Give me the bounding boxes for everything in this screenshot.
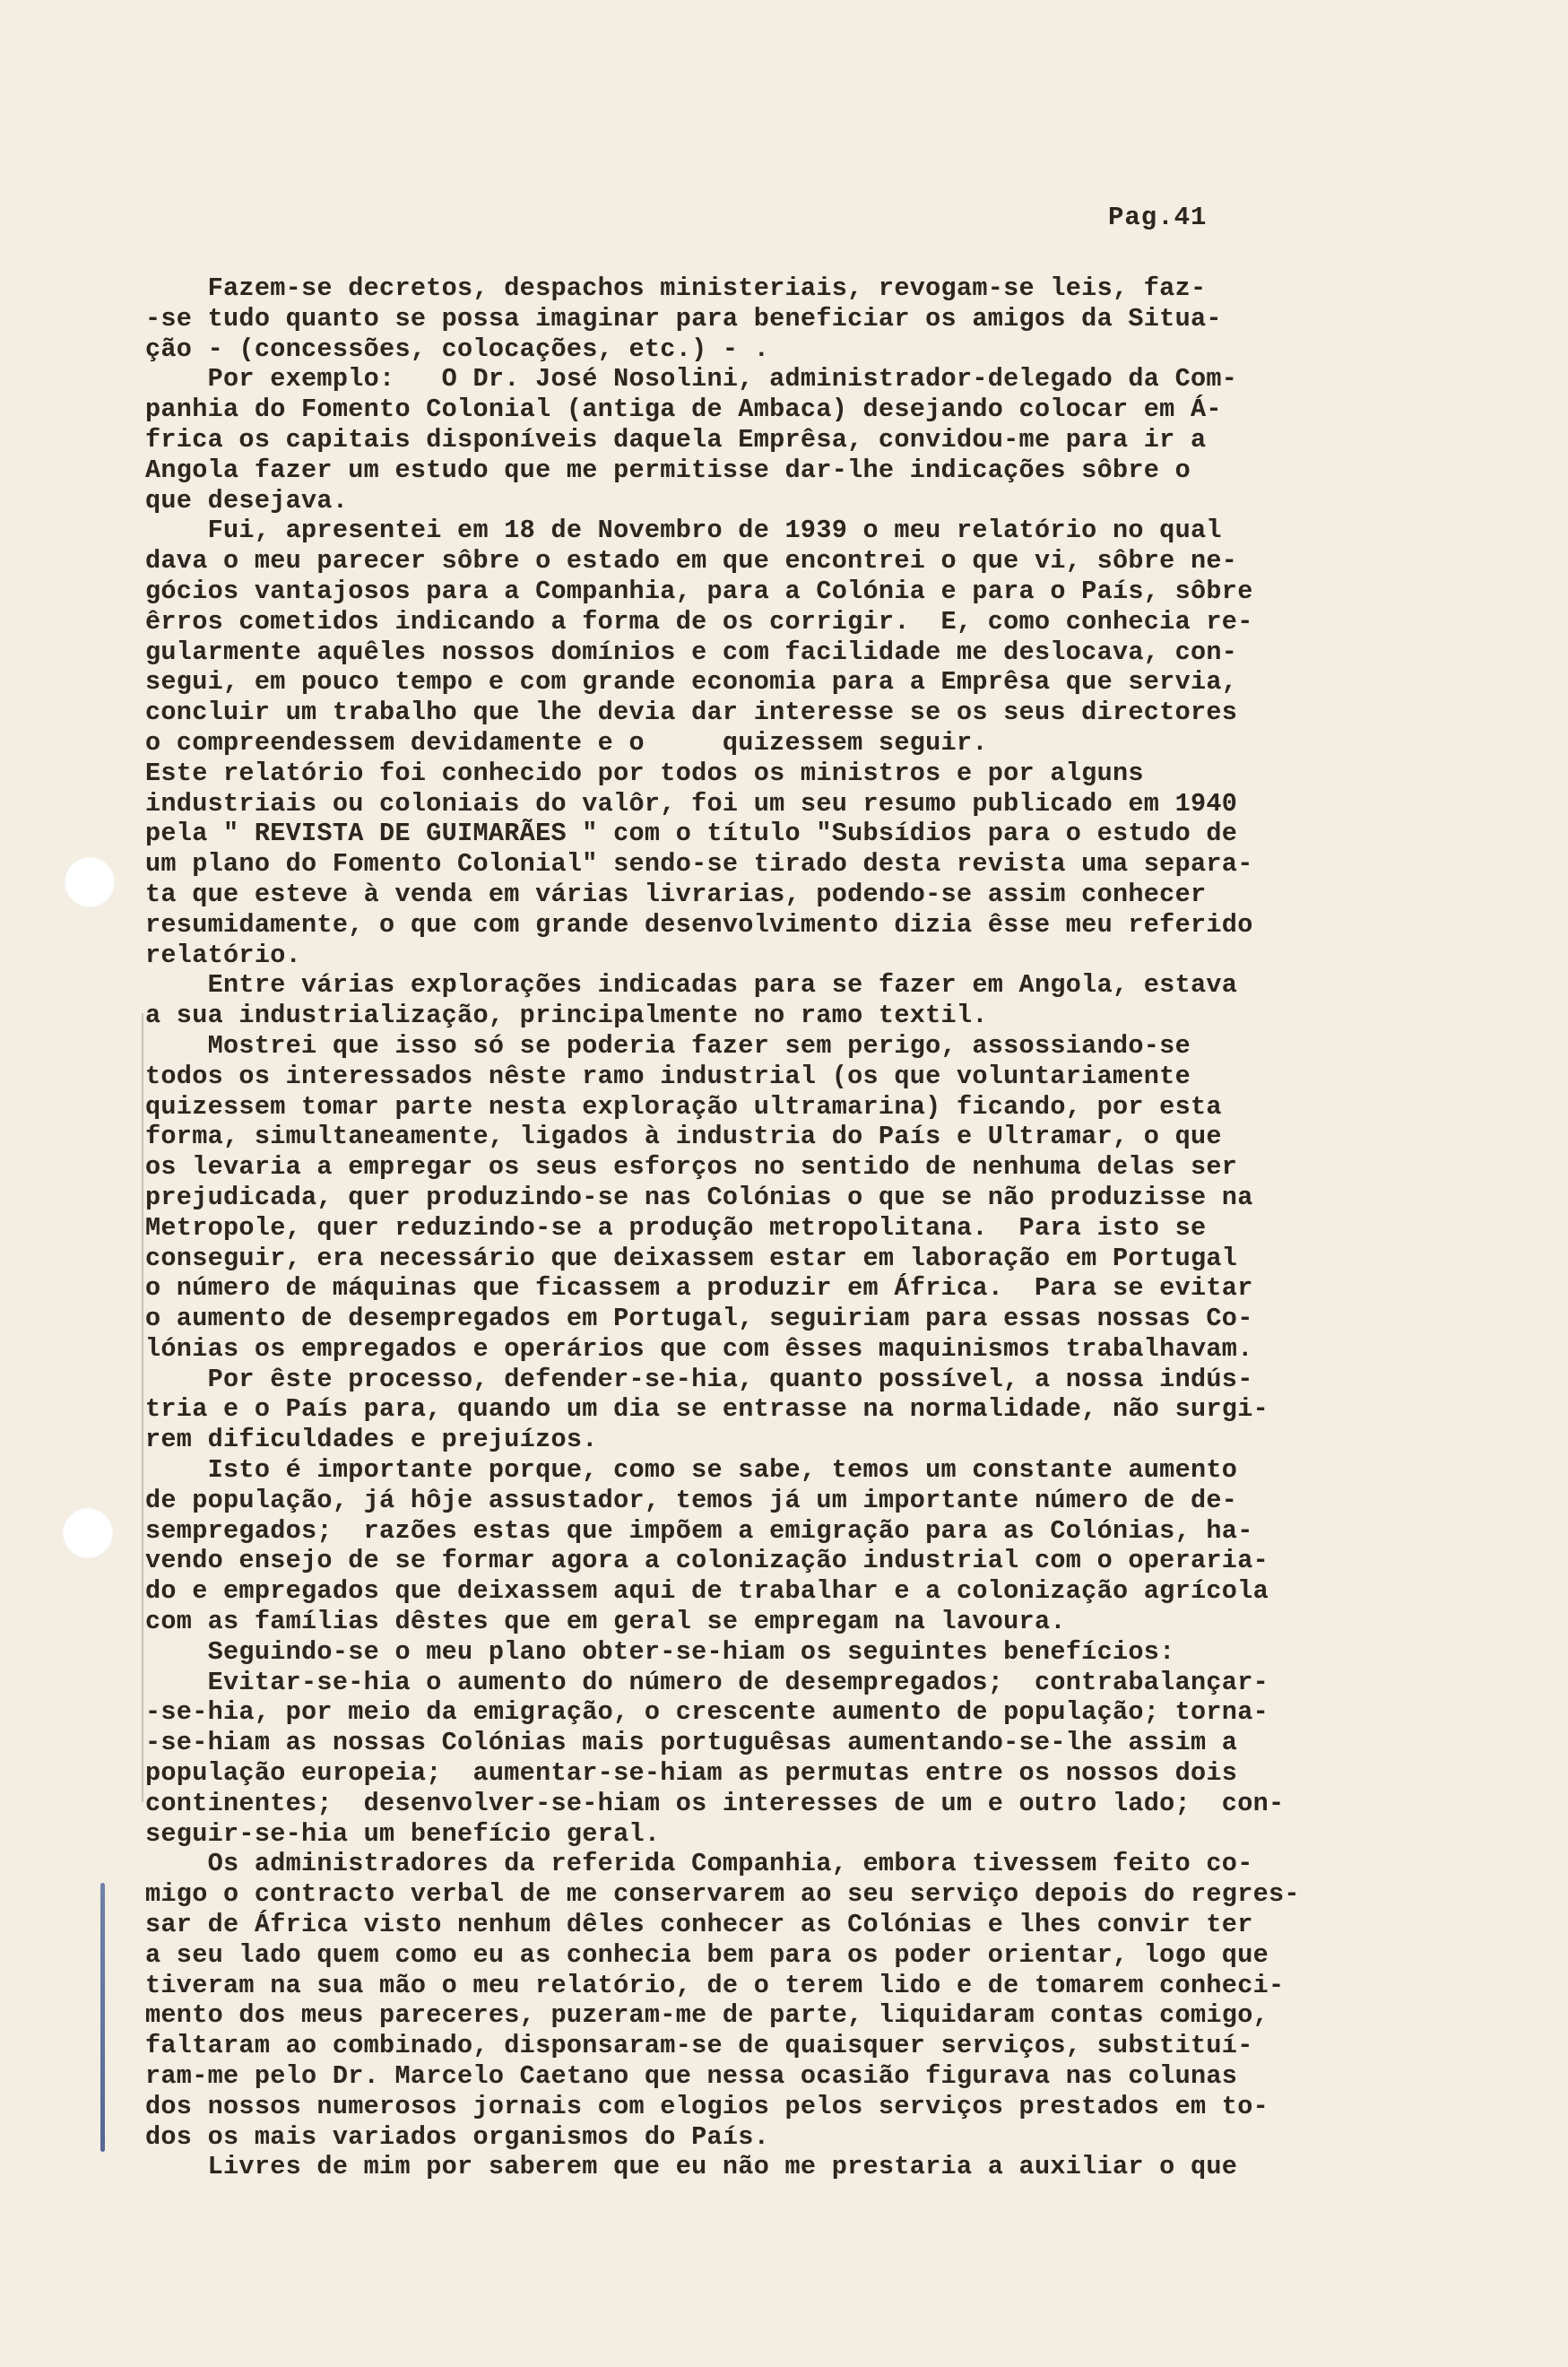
text-line: resumidamente, o que com grande desenvolvimento dizia êsse meu referido <box>145 909 1253 940</box>
text-line: um plano do Fomento Colonial" sendo-se tirado desta revista uma separa- <box>145 849 1253 880</box>
text-line: o compreendessem devidamente e o quizessem seguir. <box>145 727 988 758</box>
text-line: Os administradores da referida Companhia, embora tivessem feito co- <box>145 1849 1253 1879</box>
text-line: ram-me pelo Dr. Marcelo Caetano que nessa ocasião figurava nas colunas <box>145 2061 1238 2092</box>
text-line: Evitar-se-hia o aumento do número de desempregados; contrabalançar- <box>145 1667 1269 1697</box>
text-line: conseguir, era necessário que deixassem estar em laboração em Portugal <box>145 1243 1238 1273</box>
text-line: a seu lado quem como eu as conhecia bem para os poder orientar, logo que <box>145 1939 1269 1970</box>
typewritten-body <box>145 273 1418 2182</box>
text-line: quizessem tomar parte nesta exploração ultramarina) ficando, por esta <box>145 1091 1222 1122</box>
text-line: frica os capitais disponíveis daquela Emprêsa, convidou-me para ir a <box>145 424 1207 455</box>
text-line: Este relatório foi conhecido por todos os ministros e por alguns <box>145 758 1144 788</box>
text-line: Isto é importante porque, como se sabe, temos um constante aumento <box>145 1455 1238 1486</box>
text-line: Entre várias explorações indicadas para se fazer em Angola, estava <box>145 970 1238 1001</box>
text-line: Fui, apresentei em 18 de Novembro de 1939 o meu relatório no qual <box>145 516 1222 546</box>
text-line: que desejava. <box>145 485 349 516</box>
margin-rule <box>142 1013 143 1802</box>
text-line: pela " REVISTA DE GUIMARÃES " com o título "Subsídios para o estudo de <box>145 819 1238 849</box>
text-line: prejudicada, quer produzindo-se nas Colónias o que se não produzisse na <box>145 1182 1253 1212</box>
text-line: ção - (concessões, colocações, etc.) - . <box>145 334 770 364</box>
text-line: sempregados; razões estas que impõem a emigração para as Colónias, ha- <box>145 1515 1253 1546</box>
text-line: migo o contracto verbal de me conservarem ao seu serviço depois do regres- <box>145 1879 1300 1910</box>
page-number: Pag.41 <box>1108 203 1208 232</box>
text-line: Fazem-se decretos, despachos ministeriais, revogam-se leis, faz- <box>145 273 1207 303</box>
text-line: sar de África visto nenhum dêles conhecer as Colónias e lhes convir ter <box>145 1910 1253 1940</box>
text-line: dos nossos numerosos jornais com elogios pelos serviços prestados em to- <box>145 2091 1269 2121</box>
text-line: do e empregados que deixassem aqui de trabalhar e a colonização agrícola <box>145 1576 1269 1607</box>
text-line: êrros cometidos indicando a forma de os corrigir. E, como conhecia re- <box>145 606 1253 637</box>
text-line: seguir-se-hia um benefício geral. <box>145 1818 661 1849</box>
text-line: ta que esteve à venda em várias livrarias, podendo-se assim conhecer <box>145 879 1207 909</box>
text-line: Por êste processo, defender-se-hia, quanto possível, a nossa indús- <box>145 1364 1253 1394</box>
text-line: Livres de mim por saberem que eu não me prestaria a auxiliar o que <box>145 2152 1238 2182</box>
text-line: forma, simultaneamente, ligados à industria do País e Ultramar, o que <box>145 1122 1222 1152</box>
text-line: tria e o País para, quando um dia se entrasse na normalidade, não surgi- <box>145 1394 1269 1425</box>
text-line: segui, em pouco tempo e com grande economia para a Emprêsa que servia, <box>145 667 1238 698</box>
text-line: de população, já hôje assustador, temos já um importante número de de- <box>145 1485 1238 1515</box>
text-line: concluir um trabalho que lhe devia dar interesse se os seus directores <box>145 698 1238 728</box>
text-line: relatório. <box>145 940 302 970</box>
text-line: Mostrei que isso só se poderia fazer sem perigo, assossiando-se <box>145 1030 1191 1061</box>
text-line: população europeia; aumentar-se-hiam as permutas entre os nossos dois <box>145 1758 1238 1789</box>
text-line: Metropole, quer reduzindo-se a produção metropolitana. Para isto se <box>145 1212 1207 1243</box>
text-line: -se tudo quanto se possa imaginar para beneficiar os amigos da Situa- <box>145 303 1222 334</box>
text-line: vendo ensejo de se formar agora a colonização industrial com o operaria- <box>145 1546 1269 1576</box>
pencil-margin-mark <box>100 1883 105 2152</box>
text-line: gularmente aquêles nossos domínios e com facilidade me deslocava, con- <box>145 637 1238 667</box>
text-line: com as famílias dêstes que em geral se empregam na lavoura. <box>145 1607 1066 1637</box>
text-line: o número de máquinas que ficassem a produzir em África. Para se evitar <box>145 1273 1253 1304</box>
text-line: Por exemplo: O Dr. José Nosolini, administrador-delegado da Com- <box>145 364 1238 394</box>
text-line: rem dificuldades e prejuízos. <box>145 1425 598 1455</box>
text-line: Seguindo-se o meu plano obter-se-hiam os seguintes benefícios: <box>145 1636 1175 1667</box>
text-line: panhia do Fomento Colonial (antiga de Ambaca) desejando colocar em Á- <box>145 394 1222 425</box>
text-line: industriais ou coloniais do valôr, foi um seu resumo publicado em 1940 <box>145 788 1238 819</box>
text-line: os levaria a empregar os seus esforços no sentido de nenhuma delas ser <box>145 1152 1238 1183</box>
punch-hole-bottom <box>63 1508 113 1558</box>
text-line: dos os mais variados organismos do País. <box>145 2121 770 2152</box>
text-line: -se-hiam as nossas Colónias mais portuguêsas aumentando-se-lhe assim a <box>145 1728 1238 1758</box>
text-line: faltaram ao combinado, disponsaram-se de quaisquer serviços, substituí- <box>145 2031 1253 2061</box>
text-line: -se-hia, por meio da emigração, o crescente aumento de população; torna- <box>145 1697 1269 1728</box>
text-line: o aumento de desempregados em Portugal, seguiriam para essas nossas Co- <box>145 1304 1253 1334</box>
text-line: gócios vantajosos para a Companhia, para a Colónia e para o País, sôbre <box>145 576 1253 606</box>
text-line: tiveram na sua mão o meu relatório, de o terem lido e de tomarem conheci- <box>145 1970 1285 2000</box>
text-line: dava o meu parecer sôbre o estado em que encontrei o que vi, sôbre ne- <box>145 546 1238 577</box>
punch-hole-top <box>65 857 115 907</box>
text-line: continentes; desenvolver-se-hiam os interesses de um e outro lado; con- <box>145 1788 1285 1818</box>
text-line: a sua industrialização, principalmente no ramo textil. <box>145 1001 988 1031</box>
text-line: todos os interessados nêste ramo industrial (os que voluntariamente <box>145 1061 1191 1091</box>
text-line: Angola fazer um estudo que me permitisse dar-lhe indicações sôbre o <box>145 455 1191 485</box>
text-line: mento dos meus pareceres, puzeram-me de parte, liquidaram contas comigo, <box>145 2000 1269 2031</box>
text-line: lónias os empregados e operários que com êsses maquinismos trabalhavam. <box>145 1333 1253 1364</box>
